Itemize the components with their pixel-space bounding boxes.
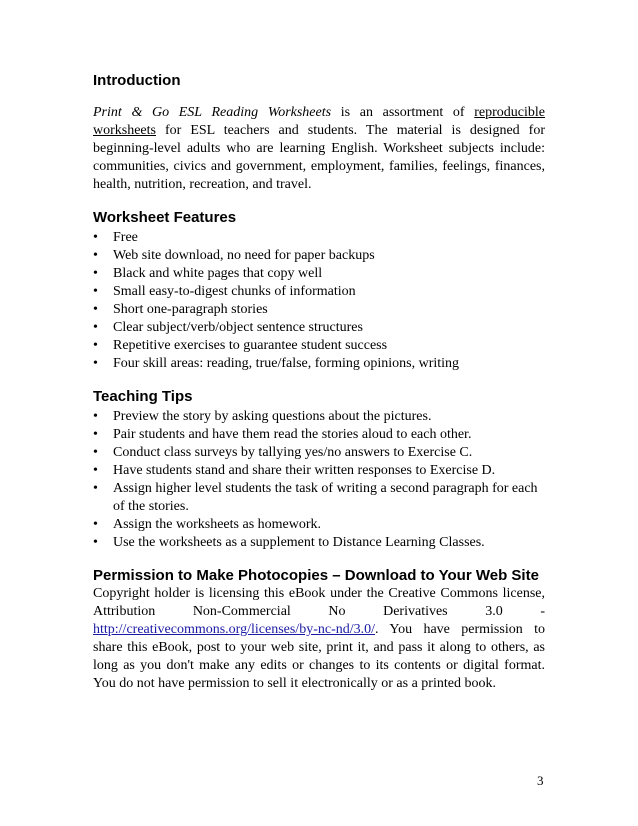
tips-list-item	[93, 462, 545, 480]
tips-item-text: Use the worksheets as a supplement to Distance Learning Classes.	[113, 535, 485, 550]
tips-list-item	[93, 516, 545, 534]
features-list-item	[93, 265, 545, 283]
features-list-item	[93, 319, 545, 337]
features-list-item	[93, 301, 545, 319]
tips-list-item	[93, 426, 545, 444]
worksheet-features-heading: Worksheet Features	[93, 209, 237, 226]
reproducible-worksheets-phrase: reproducible worksheets	[93, 105, 545, 138]
bullet-icon: •	[93, 409, 98, 424]
tips-item-text: Have students stand and share their written responses to Exercise D.	[113, 463, 496, 478]
features-item-text: Repetitive exercises to guarantee student success	[113, 338, 388, 353]
bullet-icon: •	[93, 535, 98, 550]
bullet-icon: •	[93, 248, 98, 263]
tips-item-text: Conduct class surveys by tallying yes/no answers to Exercise C.	[113, 445, 473, 460]
tips-list-item	[93, 534, 545, 552]
teaching-tips-list	[93, 408, 545, 552]
bullet-icon: •	[93, 356, 98, 371]
bullet-icon: •	[93, 481, 98, 496]
features-item-text: Small easy-to-digest chunks of information	[113, 284, 356, 299]
features-item-text: Clear subject/verb/object sentence structures	[113, 320, 363, 335]
tips-list-item	[93, 480, 545, 516]
features-list-item	[93, 283, 545, 301]
bullet-icon: •	[93, 230, 98, 245]
intro-text-b: for ESL teachers and students. The material is designed for beginning-level adults who are learning English. Worksheet subjects include: communities, civics and government, employment, families, feelings, finances, health, nutrition, recreation, and travel.	[93, 123, 545, 192]
tips-item-text: Assign the worksheets as homework.	[113, 517, 322, 532]
worksheet-features-list	[93, 229, 545, 373]
book-title: Print & Go ESL Reading Worksheets	[93, 105, 332, 120]
features-list-item	[93, 247, 545, 265]
tips-list-item	[93, 444, 545, 462]
bullet-icon: •	[93, 302, 98, 317]
bullet-icon: •	[93, 320, 98, 335]
features-list-item	[93, 355, 545, 373]
page-content	[93, 72, 545, 693]
bullet-icon: •	[93, 463, 98, 478]
page-number: 3	[537, 773, 544, 788]
intro-text-a: is an assortment of	[331, 105, 475, 120]
features-item-text: Free	[113, 230, 138, 245]
bullet-icon: •	[93, 284, 98, 299]
bullet-icon: •	[93, 266, 98, 281]
bullet-icon: •	[93, 427, 98, 442]
bullet-icon: •	[93, 338, 98, 353]
features-item-text: Four skill areas: reading, true/false, forming opinions, writing	[113, 356, 460, 371]
bullet-icon: •	[93, 517, 98, 532]
creative-commons-link[interactable]: http://creativecommons.org/licenses/by-nc-nd/3.0/	[93, 622, 376, 637]
introduction-paragraph	[93, 104, 545, 194]
features-item-text: Web site download, no need for paper backups	[113, 248, 375, 263]
features-list-item	[93, 229, 545, 247]
tips-item-text: Preview the story by asking questions about the pictures.	[113, 409, 432, 424]
features-list-item	[93, 337, 545, 355]
permission-heading: Permission to Make Photocopies – Download to Your Web Site	[93, 567, 539, 584]
permission-text-b: . You have permission to share this eBook, post to your web site, print it, and pass it along to others, as long as you don't make any edits or changes to its contents or digital format. You do not have permission to sell it electronically or as a printed book.	[93, 622, 545, 691]
permission-text-a: Copyright holder is licensing this eBook under the Creative Commons license, Attribution Non-Commercial No Derivatives 3.0 -	[93, 586, 545, 619]
tips-item-text: Assign higher level students the task of writing a second paragraph for each of the stories.	[113, 481, 538, 514]
tips-item-text: Pair students and have them read the stories aloud to each other.	[113, 427, 472, 442]
features-item-text: Black and white pages that copy well	[113, 266, 323, 281]
permission-paragraph	[93, 585, 545, 693]
features-item-text: Short one-paragraph stories	[113, 302, 268, 317]
introduction-heading: Introduction	[93, 72, 181, 89]
bullet-icon: •	[93, 445, 98, 460]
tips-list-item	[93, 408, 545, 426]
teaching-tips-heading: Teaching Tips	[93, 388, 193, 405]
